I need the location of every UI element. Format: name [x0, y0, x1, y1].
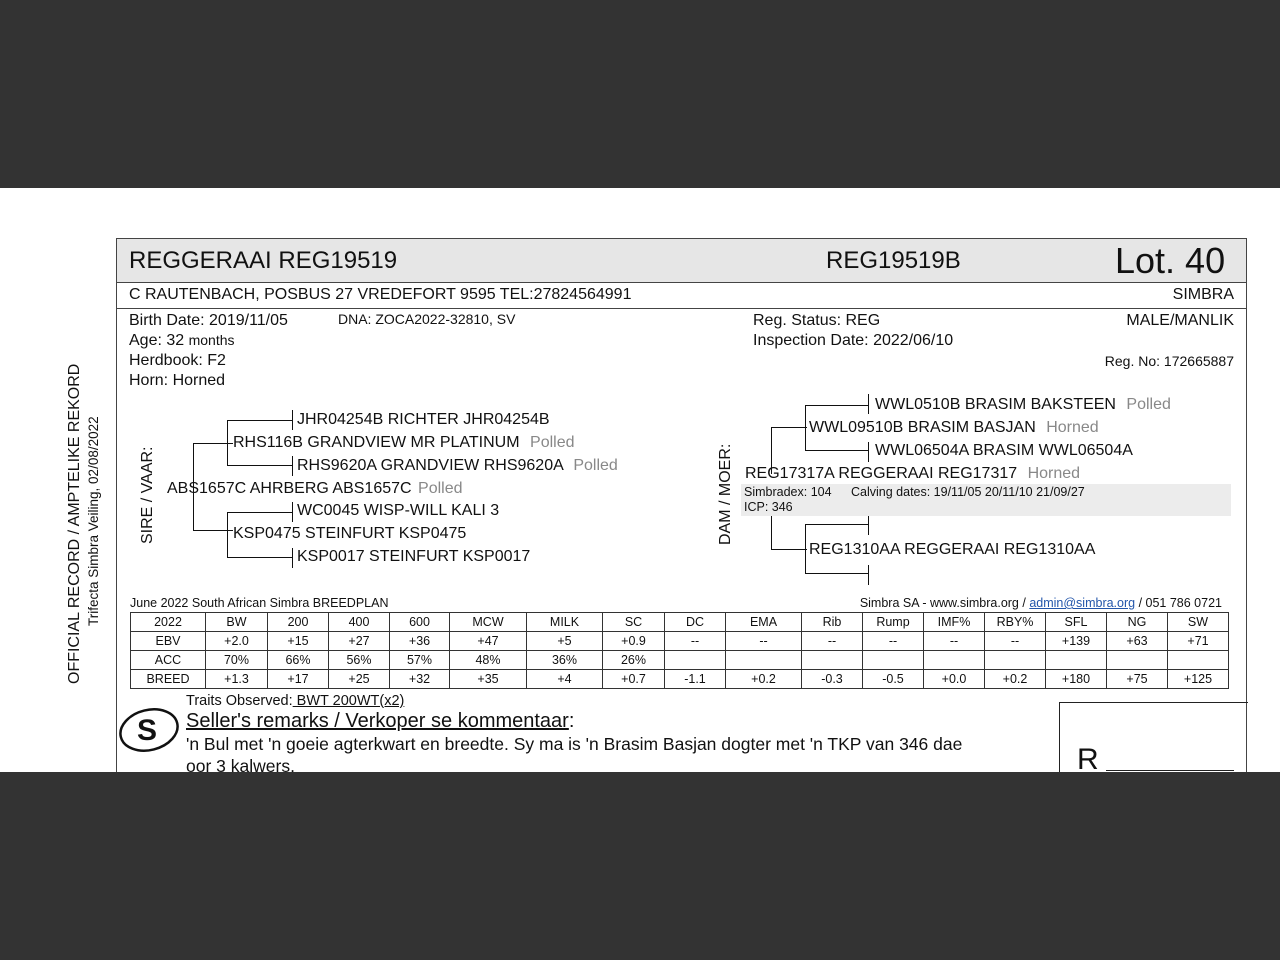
sire-label: SIRE / VAAR:: [139, 446, 156, 544]
breedplan-cell: +71: [1168, 632, 1229, 651]
breedplan-cell: 48%: [450, 651, 527, 670]
breedplan-cell: +15: [268, 632, 329, 651]
sss-tick: [292, 410, 293, 430]
traits-observed: [186, 693, 404, 709]
dam-sire-sire-horn: Polled: [1126, 396, 1171, 413]
traits-label: Traits Observed:: [186, 693, 293, 709]
breedplan-header-cell: IMF%: [924, 613, 985, 632]
email-link[interactable]: admin@simbra.org: [1029, 596, 1136, 610]
breedplan-cell: EBV: [131, 632, 206, 651]
breedplan-header-cell: RBY%: [985, 613, 1046, 632]
birth-date: Birth Date: 2019/11/05: [129, 312, 288, 329]
breedplan-cell: 57%: [390, 651, 450, 670]
breedplan-cell: --: [726, 632, 802, 651]
ssd-tick: [292, 456, 293, 476]
breedplan-row: [131, 651, 1229, 670]
dd-bottom-tick: [868, 565, 869, 585]
ss-bracket: [227, 420, 228, 466]
breedplan-cell: --: [985, 632, 1046, 651]
breedplan-cell: +35: [450, 670, 527, 689]
remarks-line-2: oor 3 kalwers.: [186, 756, 295, 772]
dam: [745, 465, 1080, 483]
breedplan-cell: [1046, 651, 1107, 670]
breedplan-cell: +27: [329, 632, 390, 651]
breedplan-cell: +75: [1107, 670, 1168, 689]
breedplan-cell: [985, 651, 1046, 670]
breedplan-cell: 56%: [329, 651, 390, 670]
remarks-title-text: Seller's remarks / Verkoper se kommentaar: [186, 710, 569, 732]
dd-bracket-inner: [805, 524, 806, 574]
sire-sire-dam-name: RHS9620A GRANDVIEW RHS9620A: [297, 457, 563, 474]
sds-tick: [292, 502, 293, 522]
ss-bracket-top: [227, 420, 293, 421]
breedplan-cell: ACC: [131, 651, 206, 670]
sale-label: Trifecta Simbra Veiling, 02/08/2022: [86, 416, 101, 626]
breedplan-cell: +25: [329, 670, 390, 689]
simbra-logo-icon: [118, 707, 180, 753]
dd-bracket-inner-bottom: [805, 573, 869, 574]
breedplan-cell: +47: [450, 632, 527, 651]
breedplan-cell: 26%: [603, 651, 665, 670]
contact-phone: / 051 786 0721: [1138, 596, 1222, 610]
breedplan-cell: [863, 651, 924, 670]
breedplan-cell: 66%: [268, 651, 329, 670]
dd-bracket: [771, 515, 772, 549]
dss-bracket-top: [805, 405, 869, 406]
simbradex: Simbradex: 104: [744, 485, 832, 499]
dam-name: REG17317A REGGERAAI REG17317: [745, 465, 1018, 482]
sire-sire-sire: JHR04254B RICHTER JHR04254B: [297, 411, 550, 428]
sire-name: ABS1657C AHRBERG ABS1657C: [167, 480, 412, 497]
dam-label: DAM / MOER:: [717, 443, 734, 545]
price-r-label: R: [1077, 743, 1099, 772]
breedplan-cell: -0.3: [802, 670, 863, 689]
sdd-tick: [292, 548, 293, 568]
traits-value: BWT 200WT(x2): [292, 693, 405, 709]
breedplan-cell: +0.2: [726, 670, 802, 689]
breedplan-cell: +139: [1046, 632, 1107, 651]
breedplan-cell: +63: [1107, 632, 1168, 651]
breedplan-header-cell: SW: [1168, 613, 1229, 632]
reg-status: Reg. Status: REG: [753, 312, 881, 329]
breedplan-header-cell: EMA: [726, 613, 802, 632]
dss-bracket: [805, 405, 806, 451]
breedplan-header-row: [131, 613, 1229, 632]
breedplan-cell: [726, 651, 802, 670]
age: [129, 332, 235, 350]
dsd-tick: [868, 442, 869, 462]
breedplan-cell: [665, 651, 726, 670]
breedplan-cell: [802, 651, 863, 670]
breedplan-cell: +0.7: [603, 670, 665, 689]
animal-name: REGGERAAI REG19519: [129, 247, 398, 274]
breedplan-header-cell: MCW: [450, 613, 527, 632]
breedplan-cell: BREED: [131, 670, 206, 689]
dss-bracket-bottom: [805, 450, 869, 451]
sd-bracket: [227, 512, 228, 558]
ss-bracket-bottom: [227, 465, 293, 466]
breedplan-cell: --: [863, 632, 924, 651]
official-record-label: OFFICIAL RECORD / AMPTELIKE REKORD: [66, 363, 83, 684]
breedplan-cell: +36: [390, 632, 450, 651]
footer: [117, 691, 1246, 772]
breedplan-header-cell: 2022: [131, 613, 206, 632]
price-box: [1059, 702, 1248, 772]
owner-address: C RAUTENBACH, POSBUS 27 VREDEFORT 9595 TEL:27824564991: [129, 286, 632, 303]
sire-sire: [233, 434, 575, 452]
catalogue-page: [0, 188, 1280, 772]
breedplan-row: [131, 632, 1229, 651]
breedplan-cell: +2.0: [206, 632, 268, 651]
age-value: Age: 32: [129, 332, 185, 349]
breedplan-header-cell: SC: [603, 613, 665, 632]
breedplan-cell: +0.0: [924, 670, 985, 689]
price-input-line[interactable]: [1106, 770, 1234, 771]
dss-tick: [868, 394, 869, 414]
breedplan-header-cell: Rump: [863, 613, 924, 632]
sire-horn: Polled: [418, 480, 463, 497]
sire-dam-sire: WC0045 WISP-WILL KALI 3: [297, 502, 500, 519]
dd-top-tick: [868, 515, 869, 535]
animal-code: REG19519B: [826, 247, 961, 274]
dam-sire-horn: Horned: [1046, 419, 1099, 436]
breedplan-contact: [860, 596, 1222, 610]
sire: [167, 480, 463, 498]
remarks-line-1: 'n Bul met 'n goeie agterkwart en breedte. Sy ma is 'n Brasim Basjan dogter met 'n TKP van 346 dae: [186, 734, 963, 754]
breedplan-cell: [924, 651, 985, 670]
remarks-colon: :: [568, 710, 575, 732]
breed-label: SIMBRA: [1172, 286, 1234, 303]
sire-sire-horn: Polled: [530, 434, 575, 451]
breedplan-cell: 70%: [206, 651, 268, 670]
breedplan-cell: --: [665, 632, 726, 651]
breedplan-header-cell: 400: [329, 613, 390, 632]
breedplan-cell: +0.2: [985, 670, 1046, 689]
sire-dam: KSP0475 STEINFURT KSP0475: [233, 525, 467, 542]
breedplan-header-cell: SFL: [1046, 613, 1107, 632]
owner-row: [117, 283, 1246, 309]
breedplan-cell: +125: [1168, 670, 1229, 689]
logo-letter: S: [137, 714, 158, 747]
sire-sire-dam: [297, 457, 618, 475]
sd-bracket-bottom: [227, 557, 293, 558]
dam-sire-sire: [875, 396, 1171, 414]
dd-bracket-bottom: [771, 549, 807, 550]
lot-header: [117, 239, 1246, 283]
breedplan-header-cell: MILK: [527, 613, 603, 632]
sire-dam-dam: KSP0017 STEINFURT KSP0017: [297, 548, 531, 565]
dam-horn: Horned: [1027, 465, 1081, 482]
dam-sire: [809, 419, 1099, 437]
inspection-date: Inspection Date: 2022/06/10: [753, 332, 954, 349]
remarks-title: [186, 710, 574, 733]
breedplan-table: [130, 612, 1229, 689]
age-unit: months: [188, 332, 235, 348]
breedplan-cell: +180: [1046, 670, 1107, 689]
dd-bracket-inner-top: [805, 524, 869, 525]
dna-info: DNA: ZOCA2022-32810, SV: [338, 311, 516, 327]
breedplan-cell: +5: [527, 632, 603, 651]
sire-sire-dam-horn: Polled: [573, 457, 618, 474]
breedplan-header-cell: DC: [665, 613, 726, 632]
dam-sire-sire-name: WWL0510B BRASIM BAKSTEEN: [875, 396, 1116, 413]
breedplan-cell: --: [802, 632, 863, 651]
breedplan-header-cell: BW: [206, 613, 268, 632]
breedplan-header-cell: NG: [1107, 613, 1168, 632]
sex: MALE/MANLIK: [1126, 312, 1234, 329]
breedplan-cell: [1107, 651, 1168, 670]
lot-card: [116, 238, 1247, 772]
breedplan-cell: 36%: [527, 651, 603, 670]
breedplan-cell: [1168, 651, 1229, 670]
sd-bracket-top: [227, 512, 293, 513]
contact-prefix: Simbra SA - www.simbra.org /: [859, 596, 1026, 610]
dam-sire-name: WWL09510B BRASIM BASJAN: [809, 419, 1036, 436]
breedplan-cell: +32: [390, 670, 450, 689]
sire-sire-name: RHS116B GRANDVIEW MR PLATINUM: [233, 434, 520, 451]
breedplan-cell: +17: [268, 670, 329, 689]
breedplan-header-cell: 600: [390, 613, 450, 632]
breedplan-header-cell: 200: [268, 613, 329, 632]
lot-number: Lot. 40: [1115, 240, 1226, 281]
icp: ICP: 346: [744, 500, 793, 514]
dam-dam: REG1310AA REGGERAAI REG1310AA: [809, 541, 1096, 558]
reg-number: Reg. No: 172665887: [1104, 353, 1234, 369]
calving-dates: Calving dates: 19/11/05 20/11/10 21/09/27: [851, 485, 1085, 499]
dam-sire-dam: WWL06504A BRASIM WWL06504A: [875, 442, 1133, 459]
ds-bracket-top: [771, 427, 807, 428]
breedplan-cell: -1.1: [665, 670, 726, 689]
breedplan-cell: +1.3: [206, 670, 268, 689]
breedplan-row: [131, 670, 1229, 689]
horn-status: Horn: Horned: [129, 372, 226, 389]
herdbook: Herdbook: F2: [129, 352, 226, 369]
breedplan-cell: -0.5: [863, 670, 924, 689]
breedplan-title: June 2022 South African Simbra BREEDPLAN: [130, 596, 389, 610]
breedplan-cell: +0.9: [603, 632, 665, 651]
breedplan-cell: --: [924, 632, 985, 651]
breedplan-cell: +4: [527, 670, 603, 689]
breedplan-header-cell: Rib: [802, 613, 863, 632]
